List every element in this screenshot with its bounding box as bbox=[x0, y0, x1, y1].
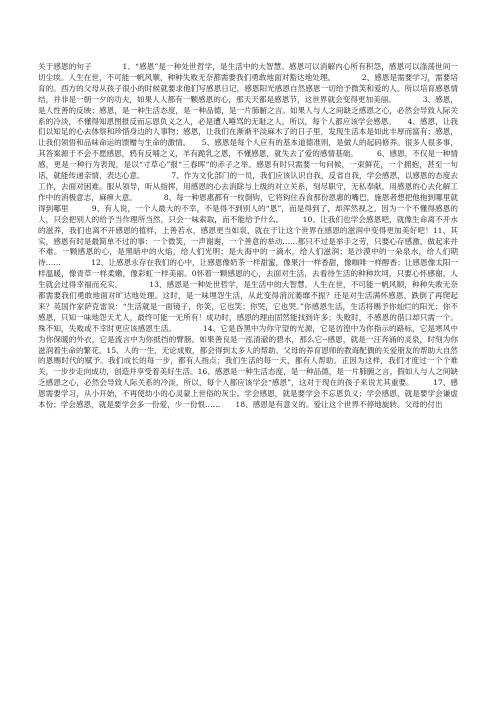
document-body-text: 关于感恩的句子 1、“感恩”是一种处世哲学，是生活中的大智慧。感恩可以消解内心所有积怨，感恩可以涤荡世间一切尘埃。人生在世，不可能一帆风顺，种种失败无奈都需要我们勇敢地面对豁达地处理。 2、感恩是需要学习，需要培育的。西方的父母从孩子很小的时候就要求他们写感恩日记，感恩阳光感恩自然感恩一切给予微笑和爱的人。所以培育感恩情结，并非是一朝一夕的功夫，如果人人都有一颗感恩的心，那天天都是感恩节，这世界就会变得更加美丽。 3、感恩，是人性善的反映；感恩，是一种生活态度，是一种品德，是一片肺腑之言。如果人与人之间缺乏感恩之心，必然会导致人际关系的冷淡，不懂得知恩图报反而忘恩负义之人，必是遭人唾骂的无耻之人，所以，每个人都应该学会感恩。 4、感恩，让我们以知足的心去体察和珍惜身边的人事物；感恩，让我们在渐渐平淡麻木了的日子里，发现生活本是如此丰厚而富有；感恩，让我们领悟和品味命运的馈赠与生命的激情。 5、感恩是每个人应有的基本道德准则，是做人的起码修养。很多人很多事，其答案源于不会不愿感恩，鸦有反哺之义，羊有跪乳之恩，不懂感恩，就失去了爱的感情基础。 6、感恩，不仅是一种情感，更是一种行为表现，是以“寸草心”报“三春晖”的赤子之举。感恩有时只需要一句问候，一束鲜花，一个拥抱，甚至一句话，就能传递亲情，表达心意。 7、作为文化部门的一员，我们应该认识自我，反省自我，学会感恩，以感恩的态度去工作，去面对困难。服从领导，听从指挥，用感恩的心去消除与上级的对立关系，刻尽职守，无私奉献，用感恩的心去化解工作中的消极意志，麻痹大意。 8、每一种恩惠都有一枚倒钩，它将钩住吞食那份恩惠的嘴巴，施恩者想把他拖到哪里就得到哪里 9、有人说，一个人最大的不幸，不是得不到别人的“恩”，而是得到了，却浑然视之。因为一个不懂得感恩的人，只会把别人的给予当作理所当然，只会一味索取，而不能给予什么。 10、让我们也学会感恩吧，就像生命离不开水的滋养，我们也离不开感恩的植样，上善若水，感恩更当如泉，就在于让这个世界在感恩的滋润中变得更加美好吧！11、其实，感恩有时是最简单不过的事：一个微笑，一声谢谢，一个善意的举动……都只不过是举手之劳，只要心存感激，做起来并不难。一颗感恩的心，是黑暗中的火焰，给人们光明；是大海中的一滴水，给人们滋润；是沙漠中的一朵泉水，给人们期待…… 12、让感恩永存在我们的心中，让感恩像奶茶一样甜蜜，像果汁一样香甜，像咖啡一样醇香；让感恩像太阳一样温暖，像青草一样柔嫩，像彩虹一样美丽。0怀着一颗感恩的心，去面对生活，去看待生活的种种坎坷，只要心怀感谢，人生就会过得幸福而充实。 13、感恩是一种处世哲学，是生活中的大智慧。人生在世，不可能一帆风顺，种种失败无奈都需要我们勇敢地面对旷达地处理。这时，是一味埋怨生活，从此变得消沉萎靡不振？还是对生活满怀感恩，跌倒了再爬起来？英国作家萨克雷说：“生活就是一面镜子，你笑，它也笑；你哭，它也哭。”你感恩生活，生活将赐予你灿烂的阳光；你不感恩，只知一味地怨天尤人，最终可能一无所有！成功时，感恩的理由固然能找到许多；失败时，不感恩的借口却只需一个。殊不知，失败或不幸时更应该感恩生活。 14、它是昏黑中为你守望的光源，它是彷徨中为你指示的路标，它是寒风中为你保暖的外衣，它是流言中为你抵挡的臂膀。如果善良是一泓清澈的碧水，那么它--感恩，就是一汪奔涌的灵泉，时刻为你滋润着生命的繁花。15、人的一生，无论成败，都会得到太多人的帮助。父母的养育恩师的教诲配偶的关爱朋友的帮助大自然的恩赐时代的赋予。我们成长的每一步，都有人指点；我们生活的每一天，都有人帮助。正因为这样，我们才度过一个个难关，一步步走向成功，创造并享受着美好生活。16、感恩是一种生活态度，是一种品德，是一片肺腑之言，假如人与人之间缺乏感恩之心，必然会导致人际关系的冷淡，所以，每个人都应该学会“感恩”，这对于现在的孩子来说尤其重要。 17、感恩需要学习，从小开始，不再使幼小的心灵蒙上世俗的灰尘。学会感恩，就是要学会不忘恩负义；学会感恩，就是要学会谦虚本份；学会感恩，就是要学会多一份爱，少一份恨…… 18、感恩是有意义的。爱让这个世界不停地旋转。父母的付出 bbox=[38, 62, 458, 410]
